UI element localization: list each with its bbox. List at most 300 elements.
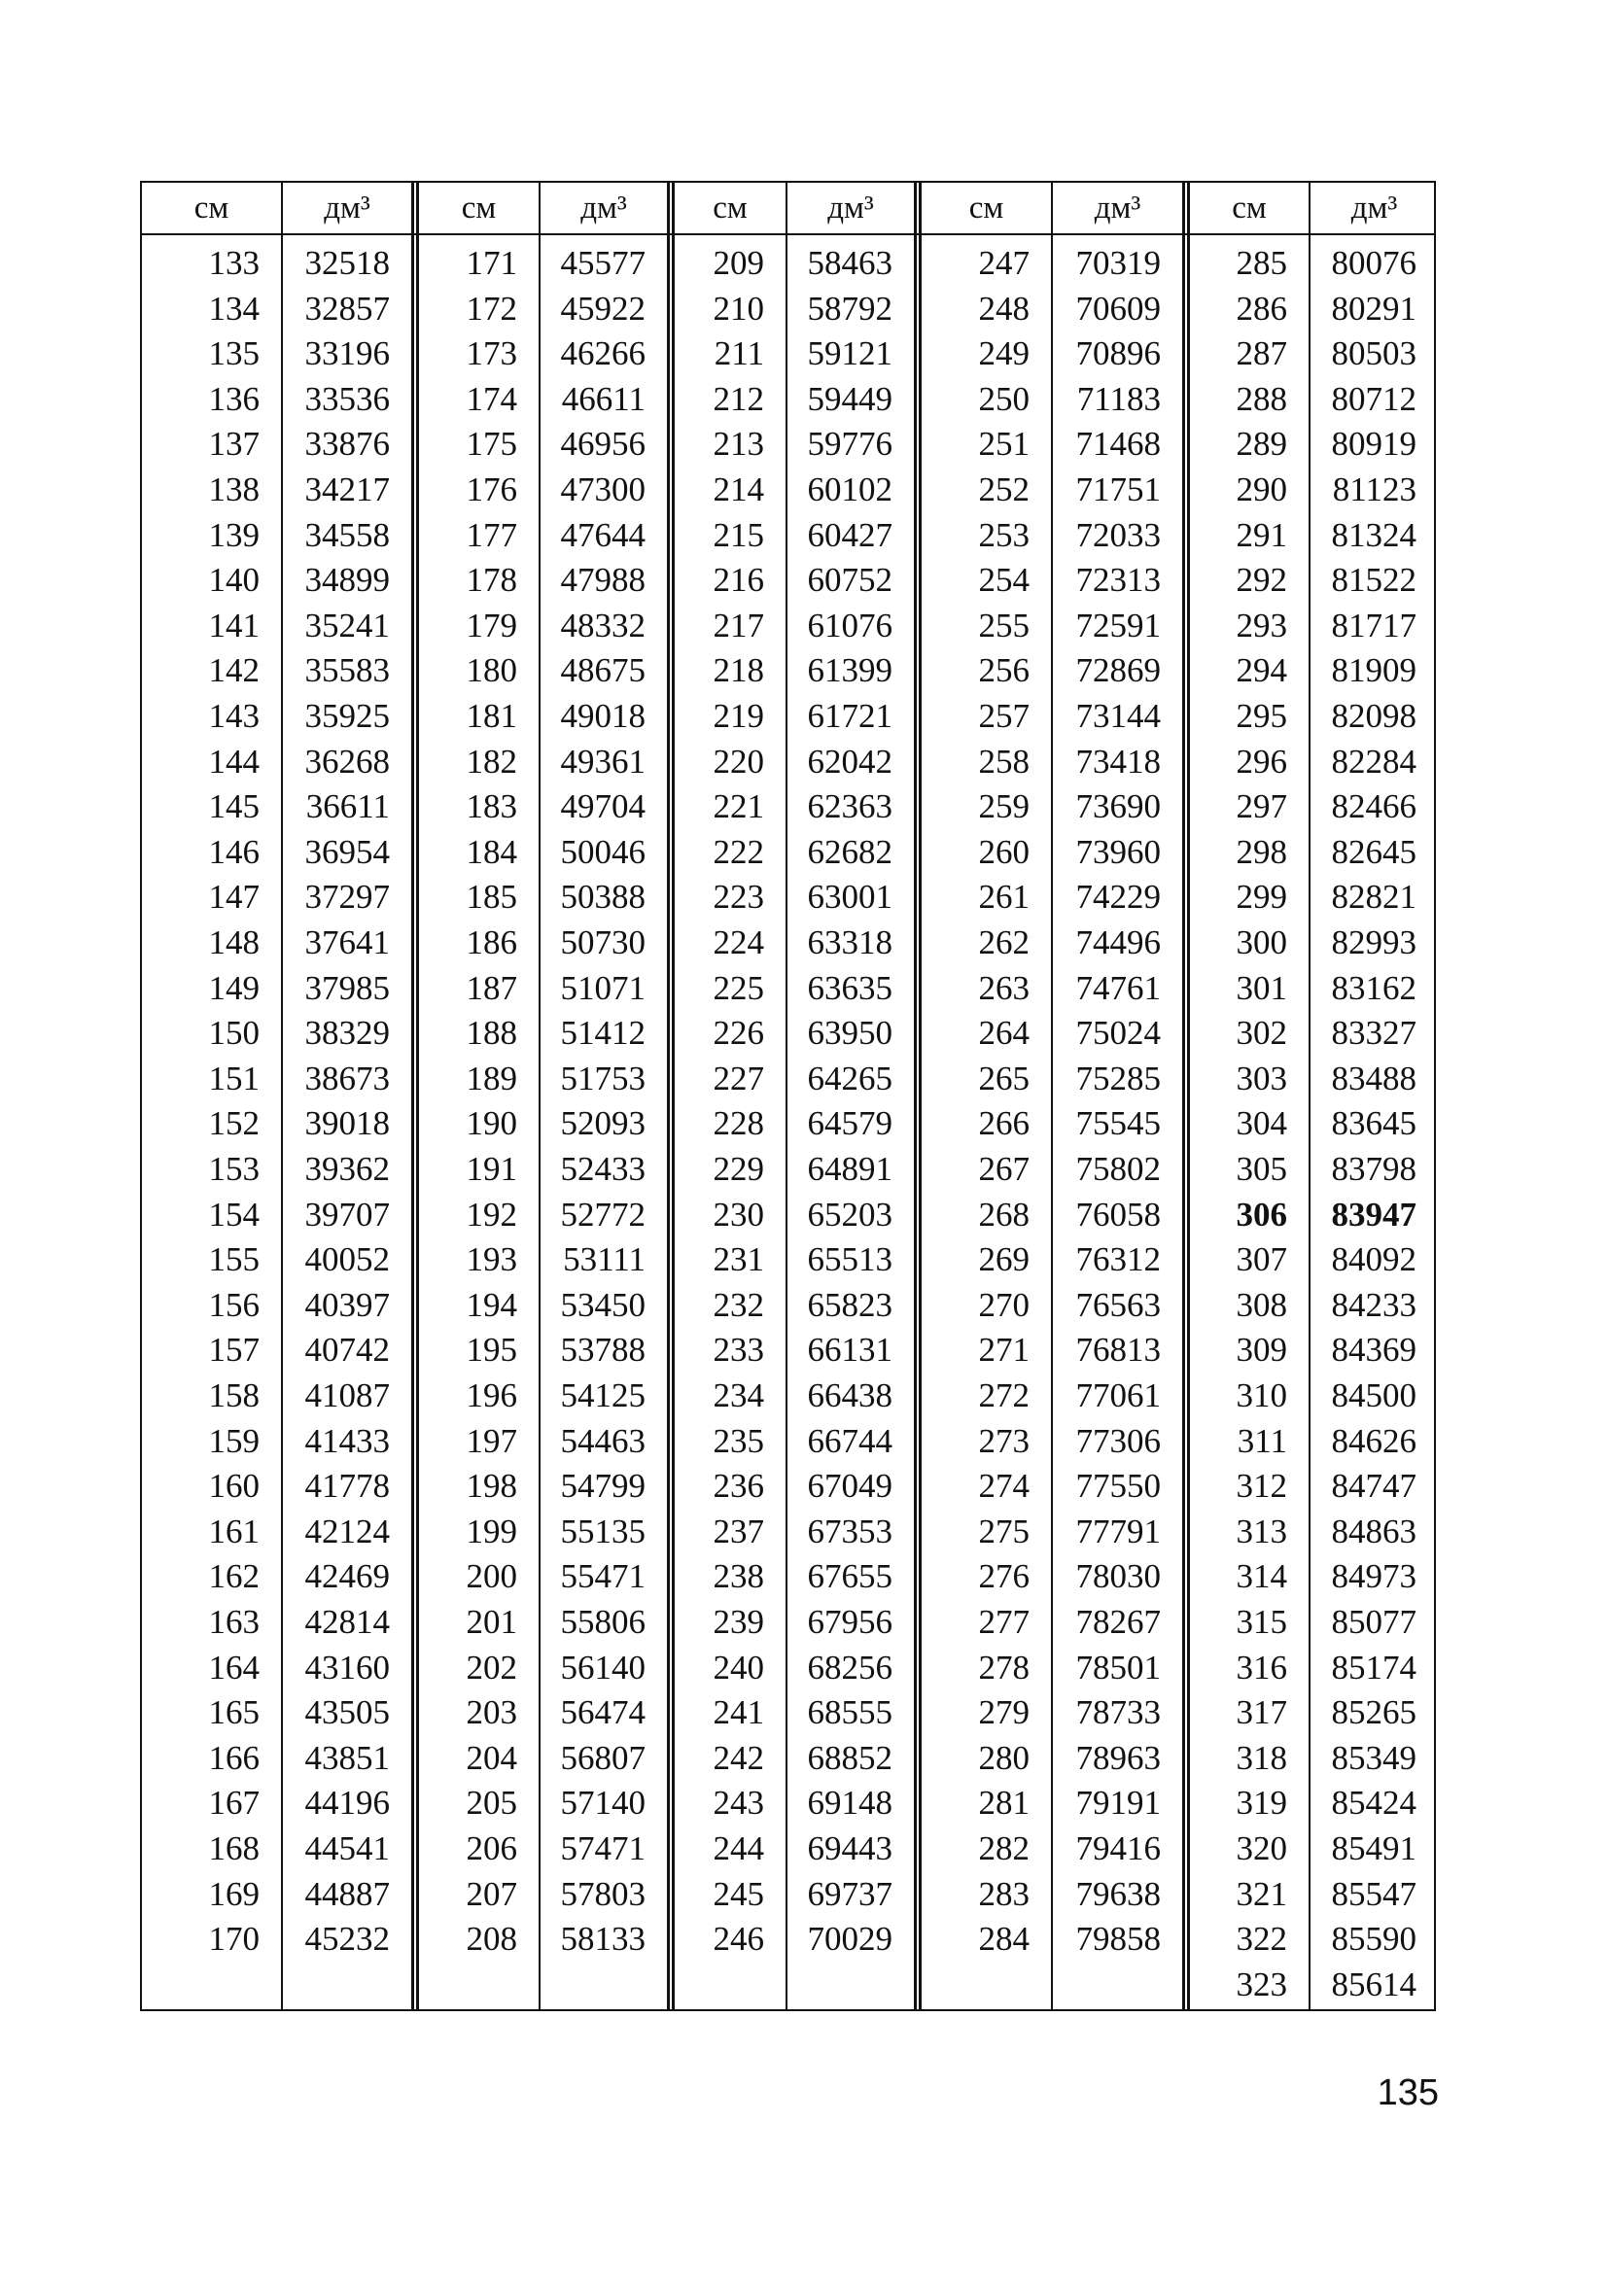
cm-value: 252	[978, 470, 1030, 508]
cm-value: 267	[978, 1150, 1030, 1188]
cm-value: 298	[1236, 832, 1287, 871]
dm3-value: 80291	[1331, 289, 1416, 328]
cm-value: 232	[713, 1285, 764, 1324]
dm3-value: 55135	[560, 1512, 646, 1550]
dm3-value: 63635	[807, 968, 892, 1007]
cm-value: 316	[1236, 1648, 1287, 1687]
dm3-value: 48332	[560, 606, 646, 644]
dm3-value: 85349	[1331, 1738, 1416, 1777]
cm-value: 256	[978, 651, 1030, 690]
dm3-value: 42469	[304, 1557, 390, 1596]
cm-value: 136	[208, 379, 260, 418]
dm3-value: 64579	[807, 1104, 892, 1143]
dm3-value: 74761	[1075, 968, 1161, 1007]
dm3-value: 45232	[304, 1920, 390, 1959]
cm-value: 229	[713, 1150, 764, 1188]
cm-value: 180	[466, 651, 517, 690]
cm-value: 320	[1236, 1829, 1287, 1867]
cm-value: 236	[713, 1467, 764, 1506]
dm3-value: 79638	[1075, 1874, 1161, 1913]
dm3-value: 58463	[807, 244, 892, 282]
dm3-value: 57803	[560, 1874, 646, 1913]
cm-value: 160	[208, 1467, 260, 1506]
cm-value: 134	[208, 289, 260, 328]
dm3-value: 75545	[1075, 1104, 1161, 1143]
cm-value: 173	[466, 334, 517, 373]
cm-value: 255	[978, 606, 1030, 644]
cm-value: 273	[978, 1421, 1030, 1460]
cm-value: 213	[713, 425, 764, 464]
header-divider-line	[142, 233, 1434, 235]
dm3-value: 69443	[807, 1829, 892, 1867]
cm-value: 211	[714, 334, 764, 373]
dm3-value: 80712	[1331, 379, 1416, 418]
dm3-value: 34558	[304, 515, 390, 554]
dm3-value: 77061	[1075, 1376, 1161, 1414]
dm3-value: 63950	[807, 1014, 892, 1053]
dm3-value: 83947	[1331, 1195, 1416, 1234]
cm-value: 289	[1236, 425, 1287, 464]
cm-value: 225	[713, 968, 764, 1007]
cm-value: 269	[978, 1240, 1030, 1279]
dm3-value: 84092	[1331, 1240, 1416, 1279]
cm-value: 322	[1236, 1920, 1287, 1959]
dm3-value: 70319	[1075, 244, 1161, 282]
cm-value: 228	[713, 1104, 764, 1143]
dm3-value: 40742	[304, 1331, 390, 1370]
cm-value: 230	[713, 1195, 764, 1234]
cm-value: 169	[208, 1874, 260, 1913]
cm-value: 285	[1236, 244, 1287, 282]
cm-value: 253	[978, 515, 1030, 554]
cm-value: 263	[978, 968, 1030, 1007]
cm-value: 257	[978, 697, 1030, 735]
cm-value: 321	[1236, 1874, 1287, 1913]
header-cm: см	[193, 191, 229, 226]
cm-value: 306	[1236, 1195, 1287, 1234]
cm-value: 133	[208, 244, 260, 282]
dm3-value: 84500	[1331, 1376, 1416, 1414]
dm3-value: 73690	[1075, 787, 1161, 826]
cm-value: 179	[466, 606, 517, 644]
dm3-value: 32518	[304, 244, 390, 282]
cm-value: 156	[208, 1285, 260, 1324]
dm3-value: 62042	[807, 742, 892, 781]
cm-value: 266	[978, 1104, 1030, 1143]
cm-value: 143	[208, 697, 260, 735]
cm-value: 174	[466, 379, 517, 418]
cm-value: 185	[466, 878, 517, 917]
header-dm3: дм³	[1094, 191, 1141, 226]
cm-value: 259	[978, 787, 1030, 826]
cm-value: 138	[208, 470, 260, 508]
dm3-value: 41433	[304, 1421, 390, 1460]
cm-value: 293	[1236, 606, 1287, 644]
dm3-value: 65513	[807, 1240, 892, 1279]
cm-value: 189	[466, 1059, 517, 1097]
cm-value: 214	[713, 470, 764, 508]
dm3-value: 58792	[807, 289, 892, 328]
dm3-value: 72591	[1075, 606, 1161, 644]
cm-value: 196	[466, 1376, 517, 1414]
dm3-value: 46956	[560, 425, 646, 464]
cm-value: 215	[713, 515, 764, 554]
cm-value: 212	[713, 379, 764, 418]
cm-value: 290	[1236, 470, 1287, 508]
cm-value: 147	[208, 878, 260, 917]
cm-value: 286	[1236, 289, 1287, 328]
cm-value: 248	[978, 289, 1030, 328]
cm-value: 239	[713, 1603, 764, 1641]
cm-value: 219	[713, 697, 764, 735]
dm3-value: 84863	[1331, 1512, 1416, 1550]
dm3-value: 56474	[560, 1693, 646, 1732]
cm-value: 295	[1236, 697, 1287, 735]
dm3-value: 81909	[1331, 651, 1416, 690]
cm-value: 270	[978, 1285, 1030, 1324]
cm-value: 314	[1236, 1557, 1287, 1596]
dm3-value: 56807	[560, 1738, 646, 1777]
dm3-value: 84369	[1331, 1331, 1416, 1370]
cm-value: 303	[1236, 1059, 1287, 1097]
cm-value: 165	[208, 1693, 260, 1732]
dm3-value: 54125	[560, 1376, 646, 1414]
cm-value: 195	[466, 1331, 517, 1370]
dm3-value: 61399	[807, 651, 892, 690]
dm3-value: 78267	[1075, 1603, 1161, 1641]
dm3-value: 84626	[1331, 1421, 1416, 1460]
cm-value: 265	[978, 1059, 1030, 1097]
dm3-value: 85491	[1331, 1829, 1416, 1867]
dm3-value: 47644	[560, 515, 646, 554]
cm-value: 184	[466, 832, 517, 871]
cm-value: 183	[466, 787, 517, 826]
cm-value: 292	[1236, 561, 1287, 600]
cm-value: 150	[208, 1014, 260, 1053]
cm-value: 162	[208, 1557, 260, 1596]
dm3-value: 52433	[560, 1150, 646, 1188]
cm-value: 246	[713, 1920, 764, 1959]
cm-value: 202	[466, 1648, 517, 1687]
cm-value: 307	[1236, 1240, 1287, 1279]
dm3-value: 59121	[807, 334, 892, 373]
dm3-value: 40397	[304, 1285, 390, 1324]
cm-value: 243	[713, 1784, 764, 1823]
cm-value: 301	[1236, 968, 1287, 1007]
cm-value: 201	[466, 1603, 517, 1641]
cm-value: 146	[208, 832, 260, 871]
dm3-value: 80919	[1331, 425, 1416, 464]
header-cm: см	[1232, 191, 1267, 226]
dm3-value: 64265	[807, 1059, 892, 1097]
dm3-value: 67049	[807, 1467, 892, 1506]
header-dm3: дм³	[827, 191, 874, 226]
dm3-value: 67655	[807, 1557, 892, 1596]
cm-value: 192	[466, 1195, 517, 1234]
cm-value: 299	[1236, 878, 1287, 917]
dm3-value: 78030	[1075, 1557, 1161, 1596]
dm3-value: 65823	[807, 1285, 892, 1324]
cm-value: 177	[466, 515, 517, 554]
dm3-value: 71468	[1075, 425, 1161, 464]
cm-value: 151	[208, 1059, 260, 1097]
dm3-value: 53788	[560, 1331, 646, 1370]
dm3-value: 83162	[1331, 968, 1416, 1007]
dm3-value: 34217	[304, 470, 390, 508]
dm3-value: 41778	[304, 1467, 390, 1506]
cm-value: 300	[1236, 923, 1287, 961]
cm-value: 140	[208, 561, 260, 600]
cm-value: 203	[466, 1693, 517, 1732]
cm-value: 275	[978, 1512, 1030, 1550]
cm-value: 137	[208, 425, 260, 464]
cm-value: 305	[1236, 1150, 1287, 1188]
cm-value: 282	[978, 1829, 1030, 1867]
dm3-value: 52772	[560, 1195, 646, 1234]
dm3-value: 77791	[1075, 1512, 1161, 1550]
dm3-value: 35241	[304, 606, 390, 644]
cm-value: 268	[978, 1195, 1030, 1234]
cm-value: 308	[1236, 1285, 1287, 1324]
header-dm3: дм³	[580, 191, 627, 226]
dm3-value: 76058	[1075, 1195, 1161, 1234]
cm-value: 182	[466, 742, 517, 781]
cm-value: 274	[978, 1467, 1030, 1506]
cm-value: 242	[713, 1738, 764, 1777]
cm-value: 251	[978, 425, 1030, 464]
dm3-value: 81522	[1331, 561, 1416, 600]
dm3-value: 66744	[807, 1421, 892, 1460]
dm3-value: 54463	[560, 1421, 646, 1460]
dm3-value: 45922	[560, 289, 646, 328]
cm-value: 200	[466, 1557, 517, 1596]
cm-value: 139	[208, 515, 260, 554]
dm3-value: 81324	[1331, 515, 1416, 554]
cm-value: 190	[466, 1104, 517, 1143]
dm3-value: 67956	[807, 1603, 892, 1641]
cm-value: 148	[208, 923, 260, 961]
header-dm3: дм³	[1350, 191, 1398, 226]
volume-table	[140, 181, 1436, 2011]
cm-value: 209	[713, 244, 764, 282]
dm3-value: 37641	[304, 923, 390, 961]
cm-value: 234	[713, 1376, 764, 1414]
cm-value: 280	[978, 1738, 1030, 1777]
dm3-value: 49018	[560, 697, 646, 735]
dm3-value: 85590	[1331, 1920, 1416, 1959]
dm3-value: 43505	[304, 1693, 390, 1732]
dm3-value: 73960	[1075, 832, 1161, 871]
dm3-value: 58133	[560, 1920, 646, 1959]
dm3-value: 83798	[1331, 1150, 1416, 1188]
dm3-value: 59776	[807, 425, 892, 464]
dm3-value: 79416	[1075, 1829, 1161, 1867]
cm-value: 155	[208, 1240, 260, 1279]
cm-value: 244	[713, 1829, 764, 1867]
dm3-value: 61076	[807, 606, 892, 644]
cm-value: 149	[208, 968, 260, 1007]
cm-value: 294	[1236, 651, 1287, 690]
dm3-value: 36268	[304, 742, 390, 781]
dm3-value: 55471	[560, 1557, 646, 1596]
dm3-value: 63318	[807, 923, 892, 961]
dm3-value: 33876	[304, 425, 390, 464]
header-cm: см	[713, 191, 748, 226]
cm-value: 207	[466, 1874, 517, 1913]
cm-value: 238	[713, 1557, 764, 1596]
cm-value: 181	[466, 697, 517, 735]
dm3-value: 83488	[1331, 1059, 1416, 1097]
page-number: 135	[1377, 2072, 1439, 2113]
cm-value: 260	[978, 832, 1030, 871]
dm3-value: 68852	[807, 1738, 892, 1777]
dm3-value: 78501	[1075, 1648, 1161, 1687]
dm3-value: 71751	[1075, 470, 1161, 508]
dm3-value: 45577	[560, 244, 646, 282]
dm3-value: 42814	[304, 1603, 390, 1641]
dm3-value: 46611	[561, 379, 646, 418]
header-dm3: дм³	[324, 191, 370, 226]
cm-value: 291	[1236, 515, 1287, 554]
cm-value: 250	[978, 379, 1030, 418]
dm3-value: 79858	[1075, 1920, 1161, 1959]
cm-value: 240	[713, 1648, 764, 1687]
cm-value: 226	[713, 1014, 764, 1053]
dm3-value: 49361	[560, 742, 646, 781]
cm-value: 153	[208, 1150, 260, 1188]
dm3-value: 44541	[304, 1829, 390, 1867]
cm-value: 194	[466, 1285, 517, 1324]
dm3-value: 54799	[560, 1467, 646, 1506]
dm3-value: 64891	[807, 1150, 892, 1188]
dm3-value: 69148	[807, 1784, 892, 1823]
cm-value: 166	[208, 1738, 260, 1777]
dm3-value: 72313	[1075, 561, 1161, 600]
dm3-value: 36611	[305, 787, 390, 826]
dm3-value: 68555	[807, 1693, 892, 1732]
cm-value: 145	[208, 787, 260, 826]
cm-value: 288	[1236, 379, 1287, 418]
cm-value: 222	[713, 832, 764, 871]
cm-value: 304	[1236, 1104, 1287, 1143]
dm3-value: 84973	[1331, 1557, 1416, 1596]
cm-value: 224	[713, 923, 764, 961]
dm3-value: 78963	[1075, 1738, 1161, 1777]
dm3-value: 76563	[1075, 1285, 1161, 1324]
dm3-value: 69737	[807, 1874, 892, 1913]
cm-value: 276	[978, 1557, 1030, 1596]
dm3-value: 62363	[807, 787, 892, 826]
cm-value: 208	[466, 1920, 517, 1959]
dm3-value: 80076	[1331, 244, 1416, 282]
cm-value: 206	[466, 1829, 517, 1867]
cm-value: 193	[466, 1240, 517, 1279]
cm-value: 204	[466, 1738, 517, 1777]
cm-value: 176	[466, 470, 517, 508]
cm-value: 247	[978, 244, 1030, 282]
cm-value: 142	[208, 651, 260, 690]
dm3-value: 55806	[560, 1603, 646, 1641]
cm-value: 281	[978, 1784, 1030, 1823]
cm-value: 210	[713, 289, 764, 328]
dm3-value: 75285	[1075, 1059, 1161, 1097]
cm-value: 317	[1236, 1693, 1287, 1732]
dm3-value: 82645	[1331, 832, 1416, 871]
cm-value: 233	[713, 1331, 764, 1370]
cm-value: 220	[713, 742, 764, 781]
cm-value: 278	[978, 1648, 1030, 1687]
dm3-value: 34899	[304, 561, 390, 600]
cm-value: 277	[978, 1603, 1030, 1641]
dm3-value: 33536	[304, 379, 390, 418]
dm3-value: 76312	[1075, 1240, 1161, 1279]
dm3-value: 47988	[560, 561, 646, 600]
dm3-value: 43160	[304, 1648, 390, 1687]
dm3-value: 47300	[560, 470, 646, 508]
dm3-value: 74496	[1075, 923, 1161, 961]
dm3-value: 39362	[304, 1150, 390, 1188]
cm-value: 154	[208, 1195, 260, 1234]
cm-value: 249	[978, 334, 1030, 373]
dm3-value: 73418	[1075, 742, 1161, 781]
dm3-value: 77550	[1075, 1467, 1161, 1506]
dm3-value: 85174	[1331, 1648, 1416, 1687]
cm-value: 135	[208, 334, 260, 373]
cm-value: 205	[466, 1784, 517, 1823]
dm3-value: 38673	[304, 1059, 390, 1097]
dm3-value: 70029	[807, 1920, 892, 1959]
cm-value: 217	[713, 606, 764, 644]
cm-value: 178	[466, 561, 517, 600]
cm-value: 164	[208, 1648, 260, 1687]
cm-value: 309	[1236, 1331, 1287, 1370]
dm3-value: 72033	[1075, 515, 1161, 554]
dm3-value: 82466	[1331, 787, 1416, 826]
dm3-value: 49704	[560, 787, 646, 826]
cm-value: 168	[208, 1829, 260, 1867]
cm-value: 319	[1236, 1784, 1287, 1823]
dm3-value: 35925	[304, 697, 390, 735]
dm3-value: 53450	[560, 1285, 646, 1324]
dm3-value: 37297	[304, 878, 390, 917]
header-cm: см	[968, 191, 1004, 226]
cm-value: 254	[978, 561, 1030, 600]
dm3-value: 66131	[807, 1331, 892, 1370]
dm3-value: 84747	[1331, 1467, 1416, 1506]
cm-value: 235	[713, 1421, 764, 1460]
cm-value: 187	[466, 968, 517, 1007]
dm3-value: 82821	[1331, 878, 1416, 917]
dm3-value: 51412	[560, 1014, 646, 1053]
dm3-value: 46266	[560, 334, 646, 373]
cm-value: 157	[208, 1331, 260, 1370]
dm3-value: 37985	[304, 968, 390, 1007]
cm-value: 171	[466, 244, 517, 282]
dm3-value: 83327	[1331, 1014, 1416, 1053]
dm3-value: 68256	[807, 1648, 892, 1687]
cm-value: 237	[713, 1512, 764, 1550]
dm3-value: 43851	[304, 1738, 390, 1777]
dm3-value: 56140	[560, 1648, 646, 1687]
cm-value: 241	[713, 1693, 764, 1732]
dm3-value: 83645	[1331, 1104, 1416, 1143]
dm3-value: 33196	[304, 334, 390, 373]
dm3-value: 39018	[304, 1104, 390, 1143]
cm-value: 186	[466, 923, 517, 961]
dm3-value: 52093	[560, 1104, 646, 1143]
dm3-value: 60102	[807, 470, 892, 508]
group-divider-line	[914, 183, 917, 2009]
